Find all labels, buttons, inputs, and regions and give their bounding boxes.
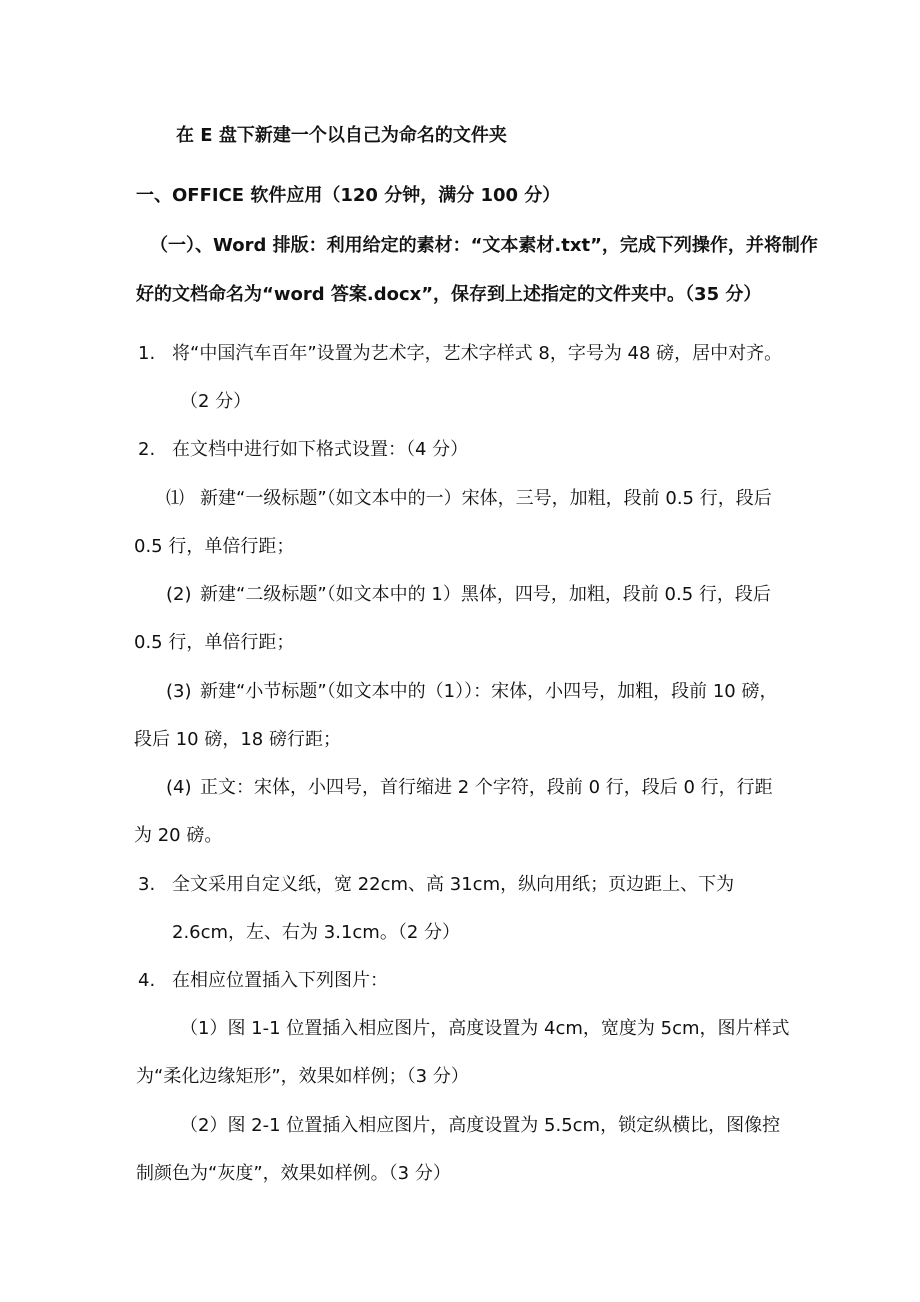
item-number: （2） xyxy=(180,1115,228,1136)
item-number: 2. xyxy=(138,439,156,460)
item-text: 新建“小节标题”（如文本中的（1））：宋体，小四号，加粗，段前 10 磅， xyxy=(200,681,778,702)
list-item xyxy=(180,1017,790,1041)
item-continuation: 为“柔化边缘矩形”，效果如样例；（3 分） xyxy=(136,1066,469,1087)
item-text: 新建“二级标题”（如文本中的 1）黑体，四号，加粗，段前 0.5 行，段后 xyxy=(200,584,771,605)
list-item xyxy=(166,776,773,800)
document-title: 在 E 盘下新建一个以自己为命名的文件夹 xyxy=(176,125,507,146)
list-item xyxy=(138,438,468,462)
list-item xyxy=(180,1114,780,1138)
item-number: (2) xyxy=(166,584,192,605)
item-number: (3) xyxy=(166,681,192,702)
item-text: 图 1-1 位置插入相应图片，高度设置为 4cm，宽度为 5cm，图片样式 xyxy=(227,1018,790,1039)
item-number: 4. xyxy=(138,970,156,991)
intro-line-1: （一）、Word 排版：利用给定的素材：“文本素材.txt”，完成下列操作，并将制作 xyxy=(150,235,818,256)
list-item xyxy=(166,583,771,607)
item-text: 在相应位置插入下列图片： xyxy=(172,970,388,991)
list-item xyxy=(138,969,388,993)
intro-line-2: 好的文档命名为“word 答案.docx”，保存到上述指定的文件夹中。（35 分） xyxy=(136,284,762,305)
list-item xyxy=(166,680,777,704)
item-continuation: 2.6cm，左、右为 3.1cm。（2 分） xyxy=(172,922,461,943)
section-heading: 一、OFFICE 软件应用（120 分钟，满分 100 分） xyxy=(136,185,561,206)
list-item xyxy=(138,873,734,897)
item-continuation: 0.5 行，单倍行距； xyxy=(134,536,295,557)
list-item xyxy=(166,487,772,511)
item-number: 3. xyxy=(138,874,156,895)
list-item xyxy=(138,342,782,366)
item-continuation: 为 20 磅。 xyxy=(134,825,223,846)
item-number: (4) xyxy=(166,777,192,798)
item-text: 图 2-1 位置插入相应图片，高度设置为 5.5cm，锁定纵横比，图像控 xyxy=(227,1115,781,1136)
item-text: 正文：宋体，小四号，首行缩进 2 个字符，段前 0 行，段后 0 行，行距 xyxy=(200,777,773,798)
item-text: 将“中国汽车百年”设置为艺术字，艺术字样式 8，字号为 48 磅，居中对齐。 xyxy=(172,343,783,364)
item-text: 全文采用自定义纸，宽 22cm、高 31cm，纵向用纸；页边距上、下为 xyxy=(172,874,735,895)
item-text: 新建“一级标题”（如文本中的一）宋体，三号，加粗，段前 0.5 行，段后 xyxy=(200,488,772,509)
item-text: 在文档中进行如下格式设置：（4 分） xyxy=(172,439,469,460)
item-continuation: 段后 10 磅，18 磅行距； xyxy=(134,729,341,750)
item-continuation: （2 分） xyxy=(180,391,252,412)
item-number: （1） xyxy=(180,1018,228,1039)
item-number: ⑴ xyxy=(166,488,184,509)
item-number: 1. xyxy=(138,343,156,364)
item-continuation: 0.5 行，单倍行距； xyxy=(134,632,295,653)
item-continuation: 制颜色为“灰度”，效果如样例。（3 分） xyxy=(136,1163,451,1184)
